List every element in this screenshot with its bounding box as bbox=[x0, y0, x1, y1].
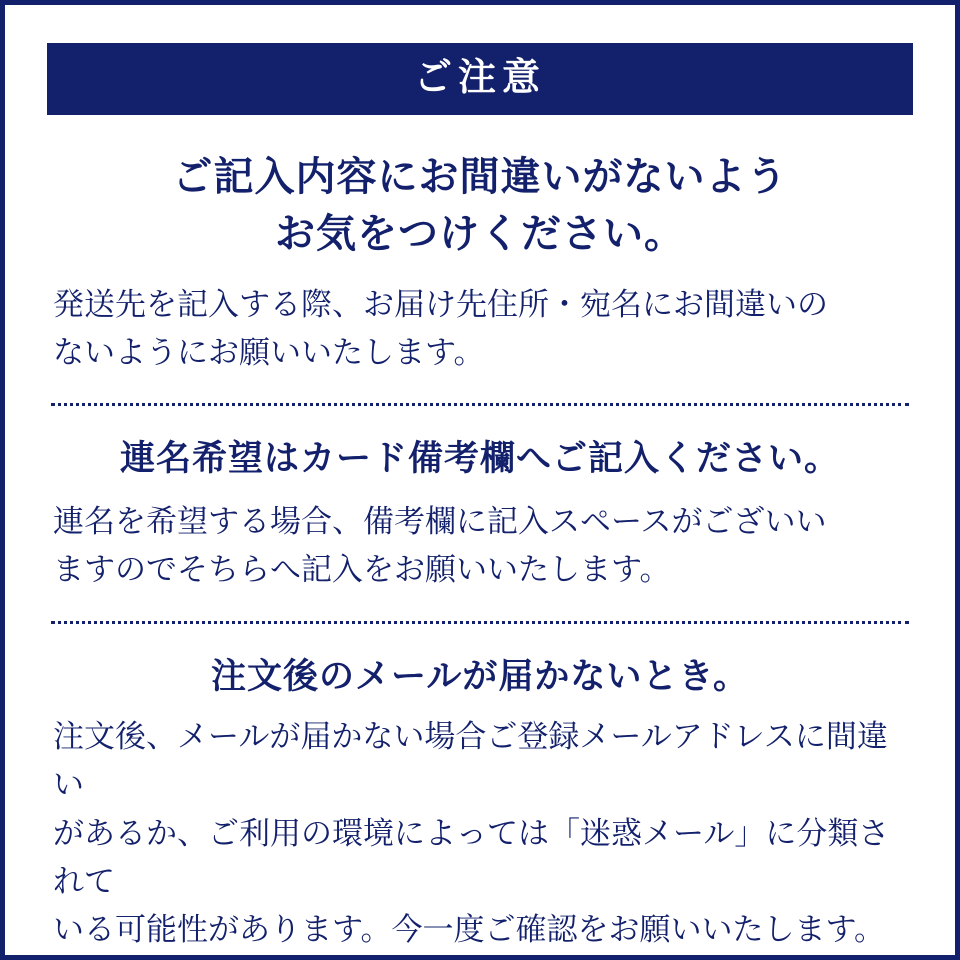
section-2-body-line-2: ますのでそちらへ記入をお願いいたします。 bbox=[53, 552, 671, 588]
section-1-body bbox=[53, 281, 907, 378]
notice-header-band bbox=[47, 43, 913, 115]
notice-section-1 bbox=[47, 149, 913, 377]
notice-card-inner bbox=[5, 5, 955, 955]
section-1-title bbox=[53, 149, 907, 263]
notice-header-title: ご注意 bbox=[413, 57, 546, 99]
section-3-body bbox=[53, 713, 907, 955]
section-3-title bbox=[53, 654, 907, 700]
section-divider-2 bbox=[51, 621, 909, 624]
notice-section-3 bbox=[47, 654, 913, 955]
section-divider-1 bbox=[51, 403, 909, 406]
section-1-body-line-1: 発送先を記入する際、お届け先住所・宛名にお間違いの bbox=[53, 286, 828, 322]
section-2-title bbox=[53, 436, 907, 482]
section-1-body-line-2: ないようにお願いいたします。 bbox=[53, 334, 485, 370]
notice-section-2 bbox=[47, 436, 913, 594]
section-3-title-line-1: 注文後のメールが届かないとき。 bbox=[211, 656, 749, 696]
section-3-body-line-3: いる可能性があります。今一度ご確認をお願いいたします。 bbox=[53, 912, 886, 948]
section-2-body-line-1: 連名を希望する場合、備考欄に記入スペースがございい bbox=[53, 503, 827, 539]
section-3-body-line-2: があるか、ご利用の環境によっては「迷惑メール」に分類されて bbox=[53, 815, 890, 900]
section-2-body bbox=[53, 498, 907, 595]
section-3-body-line-1: 注文後、メールが届かない場合ご登録メールアドレスに間違い bbox=[53, 719, 888, 803]
section-1-title-line-1: ご記入内容にお間違いがないよう bbox=[172, 155, 788, 199]
section-1-title-line-2: お気をつけください。 bbox=[275, 211, 685, 256]
section-2-title-line-1: 連名希望はカード備考欄へご記入ください。 bbox=[119, 439, 840, 479]
